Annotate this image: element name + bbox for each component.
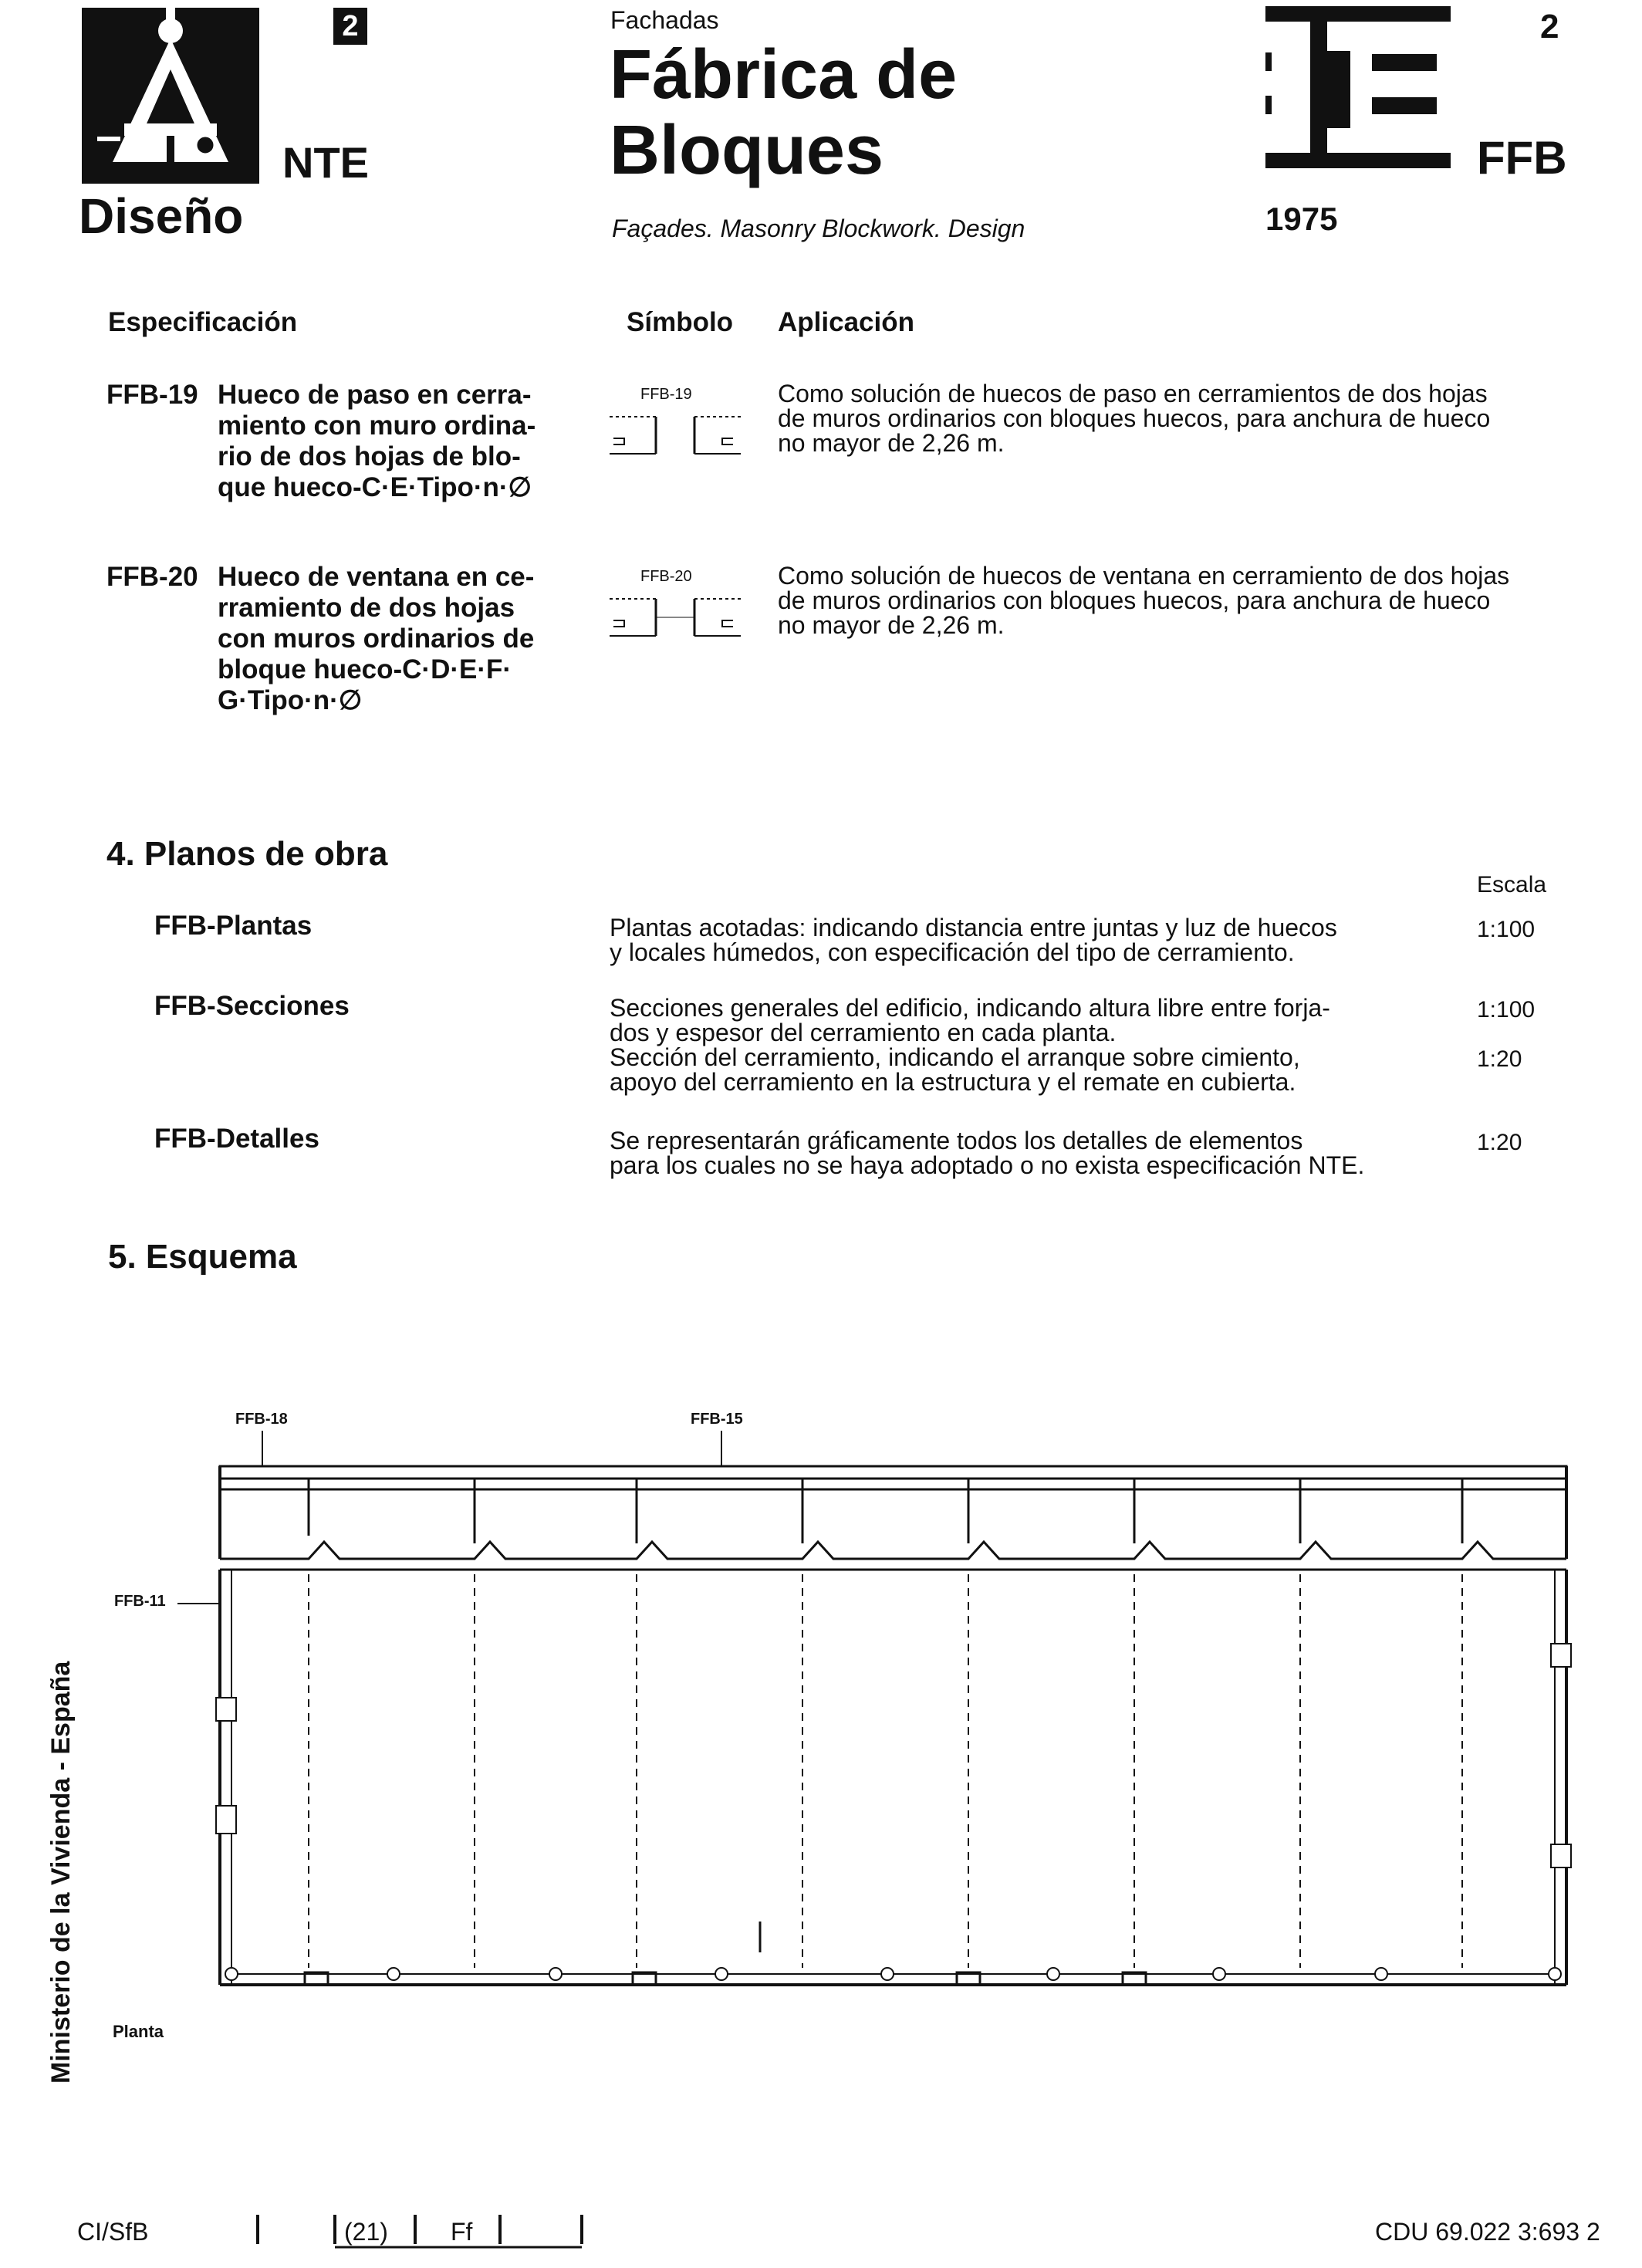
plan-name: FFB-Plantas bbox=[154, 911, 313, 941]
plan-scale: 1:20 bbox=[1477, 1046, 1522, 1072]
spec-line: miento con muro ordina- bbox=[218, 411, 536, 441]
spec-code: FFB-20 bbox=[106, 562, 198, 592]
chapter-label: Fachadas bbox=[610, 6, 719, 34]
classification-rule bbox=[255, 2212, 594, 2250]
classification-code: Ff bbox=[451, 2218, 473, 2246]
plan-desc-line: y locales húmedos, con especificación del tipo de cerramiento. bbox=[610, 938, 1295, 966]
title-line-1: Fábrica de bbox=[610, 36, 958, 113]
spec-header: Especificación bbox=[108, 307, 298, 337]
application-line: Como solución de huecos de paso en cerramientos de dos hojas bbox=[778, 380, 1488, 407]
category-label: Diseño bbox=[79, 188, 244, 244]
plan-name: FFB-Detalles bbox=[154, 1124, 319, 1154]
spec-line: Hueco de paso en cerra- bbox=[218, 380, 532, 410]
plan-desc-line: apoyo del cerramiento en la estructura y el remate en cubierta. bbox=[610, 1068, 1296, 1096]
application-line: no mayor de 2,26 m. bbox=[778, 611, 1005, 639]
symbol-header: Símbolo bbox=[627, 307, 734, 337]
plan-name: FFB-Secciones bbox=[154, 991, 350, 1021]
year: 1975 bbox=[1265, 201, 1338, 237]
application-line: de muros ordinarios con bloques huecos, para anchura de hueco bbox=[778, 404, 1491, 432]
plan-desc-line: para los cuales no se haya adoptado o no exista especificación NTE. bbox=[610, 1151, 1365, 1179]
spec-line: rramiento de dos hojas bbox=[218, 593, 515, 623]
planos-section-title: 4. Planos de obra bbox=[106, 835, 388, 873]
plan-scale: 1:20 bbox=[1477, 1130, 1522, 1155]
cdu-code: CDU 69.022 3:693 2 bbox=[1375, 2218, 1600, 2246]
callout-label: FFB-18 bbox=[235, 1411, 288, 1428]
series-label: NTE bbox=[282, 138, 369, 187]
classification-code: (21) bbox=[344, 2218, 388, 2246]
application-line: no mayor de 2,26 m. bbox=[778, 429, 1005, 457]
application-header: Aplicación bbox=[778, 307, 914, 337]
symbol-label: FFB-19 bbox=[640, 386, 692, 403]
application-line: de muros ordinarios con bloques huecos, para anchura de hueco bbox=[778, 586, 1491, 614]
page-number: 2 bbox=[1540, 8, 1559, 46]
application-line: Como solución de huecos de ventana en cerramiento de dos hojas bbox=[778, 562, 1510, 590]
spec-line: bloque hueco-C·D·E·F· bbox=[218, 654, 512, 684]
document-code: FFB bbox=[1477, 132, 1567, 184]
section-number-badge: 2 bbox=[333, 8, 367, 45]
title-line-2: Bloques bbox=[610, 112, 884, 189]
spec-line: que hueco-C·E·Tipo·n·∅ bbox=[218, 472, 532, 502]
scale-header: Escala bbox=[1477, 872, 1547, 897]
plan-desc-line: Secciones generales del edificio, indicando altura libre entre forja- bbox=[610, 994, 1330, 1022]
page-subtitle: Façades. Masonry Blockwork. Design bbox=[612, 215, 1025, 242]
spec-line: G·Tipo·n·∅ bbox=[218, 685, 363, 715]
spec-line: Hueco de ventana en ce- bbox=[218, 562, 535, 592]
spec-line: con muros ordinarios de bbox=[218, 624, 535, 654]
plan-scale: 1:100 bbox=[1477, 917, 1536, 942]
plan-desc-line: Sección del cerramiento, indicando el arranque sobre cimiento, bbox=[610, 1043, 1300, 1071]
plan-desc-line: Se representarán gráficamente todos los detalles de elementos bbox=[610, 1127, 1303, 1154]
drawing-caption: Planta bbox=[113, 2022, 164, 2041]
spec-code: FFB-19 bbox=[106, 380, 198, 410]
callout-label: FFB-15 bbox=[691, 1411, 743, 1428]
spec-line: rio de dos hojas de blo- bbox=[218, 441, 521, 472]
plan-scale: 1:100 bbox=[1477, 997, 1536, 1022]
symbol-label: FFB-20 bbox=[640, 568, 692, 585]
plan-desc-line: Plantas acotadas: indicando distancia entre juntas y luz de huecos bbox=[610, 914, 1337, 941]
callout-label: FFB-11 bbox=[114, 1593, 166, 1610]
cisfb-label: CI/SfB bbox=[77, 2218, 149, 2246]
esquema-section-title: 5. Esquema bbox=[108, 1238, 297, 1276]
plan-desc-line: dos y espesor del cerramiento en cada planta. bbox=[610, 1019, 1117, 1046]
ministry-label: Ministerio de la Vivienda - España bbox=[46, 1661, 76, 2084]
classification-box bbox=[255, 2212, 594, 2254]
